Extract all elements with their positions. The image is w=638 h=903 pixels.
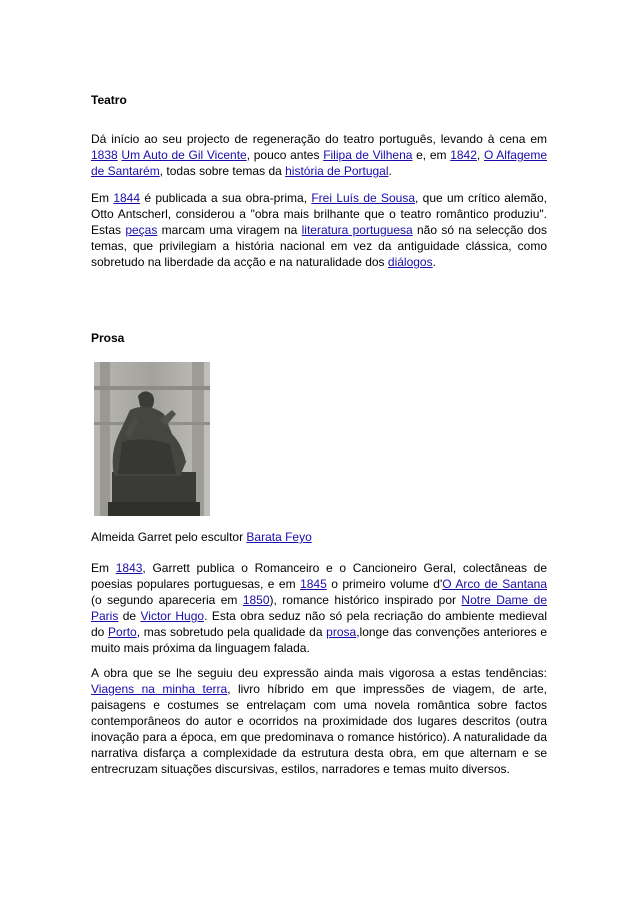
link-porto[interactable]: Porto [108,625,137,639]
link-1842[interactable]: 1842 [450,148,477,162]
link-viagens-na-minha-terra[interactable]: Viagens na minha terra [91,682,228,696]
link-1850[interactable]: 1850 [242,593,270,607]
paragraph-prosa-1: Em 1843, Garrett publica o Romanceiro e o Cancioneiro Geral, colectâneas de poesias populares portuguesas, e em 1845 o primeiro volume d'O Arco de Santana (o segundo apareceria em 1850), romance histórico inspirado por Notre Dame de Paris de Victor Hugo. Esta obra seduz não só pela recriação do ambiente medieval do Porto, mas sobretudo pela qualidade da prosa,longe das convenções anteriores e muito mais próxima da linguagem falada. [91,561,548,655]
link-1845[interactable]: 1845 [300,577,327,591]
link-frei-luis-de-sousa[interactable]: Frei Luís de Sousa [311,191,416,205]
statue-image [94,362,210,516]
link-notre-dame-de-paris[interactable]: Notre Dame de Paris [91,593,547,623]
link-barata-feyo[interactable]: Barata Feyo [246,530,312,544]
paragraph-teatro-2: Em 1844 é publicada a sua obra-prima, Frei Luís de Sousa, que um crítico alemão, Otto Antscherl, considerou a "obra mais brilhante que o teatro romântico produziu". Estas peças marcam uma viragem na literatura portuguesa não só na selecção dos temas, que privilegiam a história nacional em vez da antiguidade clássica, como sobretudo na liberdade da acção e na naturalidade dos diálogos. [91,191,547,269]
link-literatura-portuguesa[interactable]: literatura portuguesa [301,223,413,237]
paragraph-teatro-1: Dá início ao seu projecto de regeneração do teatro português, levando à cena em 1838 Um Auto de Gil Vicente, pouco antes Filipa de Vilhena e, em 1842, O Alfageme de Santarém, todas sobre temas da história de Portugal. [91,132,548,178]
image-caption: Almeida Garret pelo escultor Barata Feyo [91,530,312,544]
statue-photo [94,362,210,516]
link-um-auto-de-gil-vicente[interactable]: Um Auto de Gil Vicente [121,148,247,162]
link-filipa-de-vilhena[interactable]: Filipa de Vilhena [323,148,413,162]
link-victor-hugo[interactable]: Victor Hugo [140,609,205,623]
link-1838[interactable]: 1838 [91,148,118,162]
paragraph-prosa-2: A obra que se lhe seguiu deu expressão ainda mais vigorosa a estas tendências: Viagens na minha terra, livro híbrido em que impressões de viagem, de arte, paisagens e costumes se entrelaçam com uma novela romântica sobre factos contemporâneos do autor e ocorridos na proximidade dos lugares descritos (outra inovação para a época, em que predominava o romance histórico). A naturalidade da narrativa disfarça a complexidade da estrutura desta obra, em que alternam e se entrecruzam situações discursivas, estilos, narradores e temas muito diversos. [91,666,547,776]
link-pecas[interactable]: peças [125,223,158,237]
link-o-alfageme-de-santarem[interactable]: O Alfageme de Santarém [91,148,548,178]
heading-prosa: Prosa [91,331,125,345]
link-historia-de-portugal[interactable]: história de Portugal [285,164,389,178]
link-1844[interactable]: 1844 [113,191,141,205]
link-o-arco-de-santana[interactable]: O Arco de Santana [442,577,548,591]
link-1843[interactable]: 1843 [115,561,143,575]
link-dialogos[interactable]: diálogos [387,255,433,269]
link-prosa[interactable]: prosa [326,625,357,639]
heading-teatro: Teatro [91,93,127,107]
